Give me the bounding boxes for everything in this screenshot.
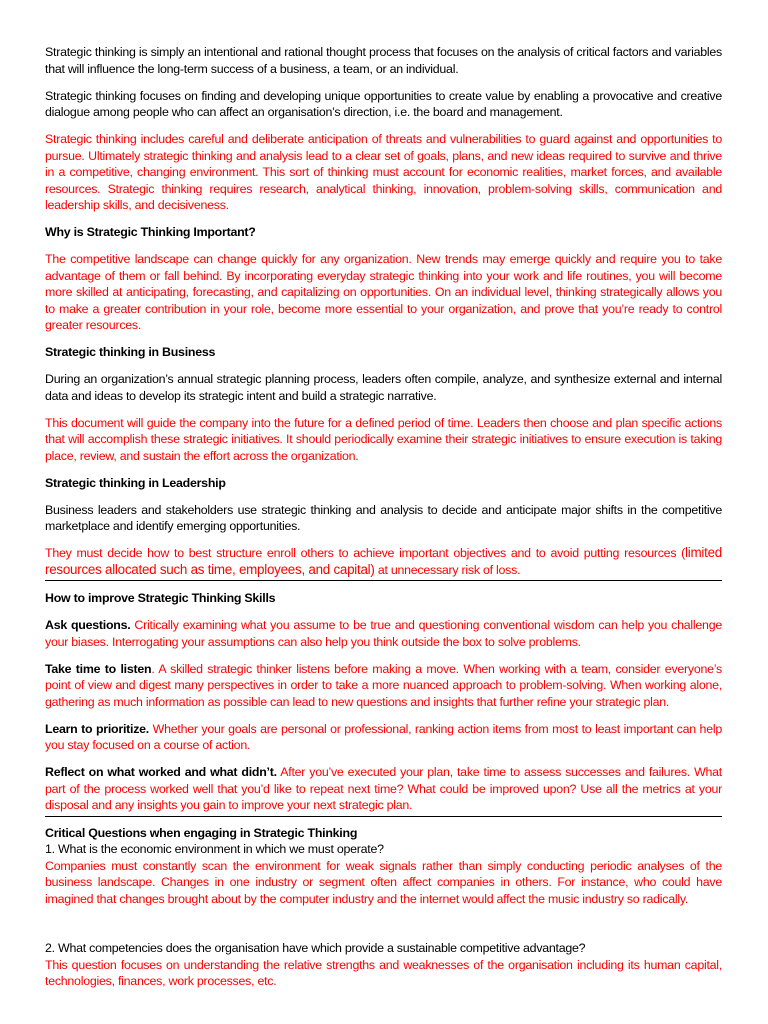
improve-item-text: Critically examining what you assume to be true and questioning conventional wisdom can help you challenge your biases. Interrogating your assumptions can also help you think outside the box to solve problems. [45,618,722,649]
improve-item [45,617,722,650]
leadership-heading: Strategic thinking in Leadership [45,475,226,490]
document-page [45,44,722,990]
improve-item-label: Learn to prioritize. [45,721,149,736]
improve-heading: How to improve Strategic Thinking Skills [45,591,276,605]
leadership-text-b: limited resources allocated such as time, employees, and capital) [45,545,722,577]
spacer [45,907,722,940]
intro-paragraph-1: Strategic thinking is simply an intentional and rational thought process that focuses on the analysis of critical factors and variables that will influence the long-term success of a business, a team, or an individual. [45,45,722,76]
why-heading: Why is Strategic Thinking Important? [45,225,256,239]
question-2: 2. What competencies does the organisation have which provide a sustainable competitive advantage? [45,941,586,955]
leadership-paragraph-2 [45,545,722,578]
section-divider-1 [45,580,722,581]
why-paragraph: The competitive landscape can change quickly for any organization. New trends may emerge quickly and require you to take advantage of them or fall behind. By incorporating everyday strategic thinking into your work and life routines, you will become more skilled at anticipating, forecasting, and capitalizing on opportunities. On an individual level, thinking strategically allows you to make a greater contribution in your role, become more essential to your organization, and prove that you’re ready to control greater resources. [45,252,722,332]
improve-item [45,661,722,711]
improve-item-label: Ask questions. [45,618,131,632]
intro-paragraph-3: Strategic thinking includes careful and deliberate anticipation of threats and vulnerabilities to guard against and opportunities to pursue. Ultimately strategic thinking and analysis lead to a clear set of goals, plans, and new ideas required to survive and thrive in a competitive, changing environment. This sort of thinking must account for economic realities, market forces, and available resources. Strategic thinking requires research, analytical thinking, innovation, problem-solving skills, communication and leadership skills, and decisiveness. [45,132,722,212]
improve-item-text: Whether your goals are personal or professional, ranking action items from most to least important can help you stay focused on a course of action. [45,721,722,752]
leadership-text-c: at unnecessary risk of loss. [374,562,521,577]
business-paragraph-2: This document will guide the company into the future for a defined period of time. Leaders then choose and plan specific actions that will accomplish these strategic initiatives. It should periodically examine their strategic initiatives to ensure execution is taking place, review, and sustain the effort across the organization. [45,415,722,463]
answer-2: This question focuses on understanding the relative strengths and weaknesses of the organisation including its human capital, technologies, finances, work processes, etc. [45,957,722,988]
leadership-text-a: They must decide how to best structure enroll others to achieve important objectives and to avoid putting resources ( [45,546,686,560]
critical-heading: Critical Questions when engaging in Strategic Thinking [45,825,358,840]
improve-item-label: Take time to listen [45,661,152,676]
leadership-paragraph-1: Business leaders and stakeholders use strategic thinking and analysis to decide and anticipate major shifts in the competitive marketplace and identify emerging opportunities. [45,502,722,533]
improve-item-label: Reflect on what worked and what didn’t. [45,765,277,779]
answer-1: Companies must constantly scan the environment for weak signals rather than simply conducting periodic analyses of the business landscape. Changes in one industry or segment often affect companies in others. For instance, who could have imagined that changes brought about by the computer industry and the internet would affect the music industry so radically. [45,858,722,906]
intro-paragraph-2: Strategic thinking focuses on finding and developing unique opportunities to create value by enabling a provocative and creative dialogue among people who can affect an organisation’s direction, i.e. the board and management. [45,88,722,119]
improve-item [45,764,722,814]
improve-item [45,721,722,754]
question-1: 1. What is the economic environment in which we must operate? [45,842,384,856]
section-divider-2 [45,816,722,817]
business-heading: Strategic thinking in Business [45,345,216,359]
improve-item-text: . A skilled strategic thinker listens before making a move. When working with a team, consider everyone’s point of view and digest many perspectives in order to take a more nuanced approach to problem-solving. When working alone, gathering as much information as possible can lead to new questions and insights that further refine your strategic plan. [45,661,722,709]
business-paragraph-1: During an organization’s annual strategic planning process, leaders often compile, analyze, and synthesize external and internal data and ideas to develop its strategic intent and build a strategic narrative. [45,372,722,403]
improve-item-text: After you’ve executed your plan, take time to assess successes and failures. What part of the process worked well that you’d like to repeat next time? What could be improved upon? Use all the metrics at your disposal and any insights you gain to improve your next strategic plan. [45,765,722,812]
